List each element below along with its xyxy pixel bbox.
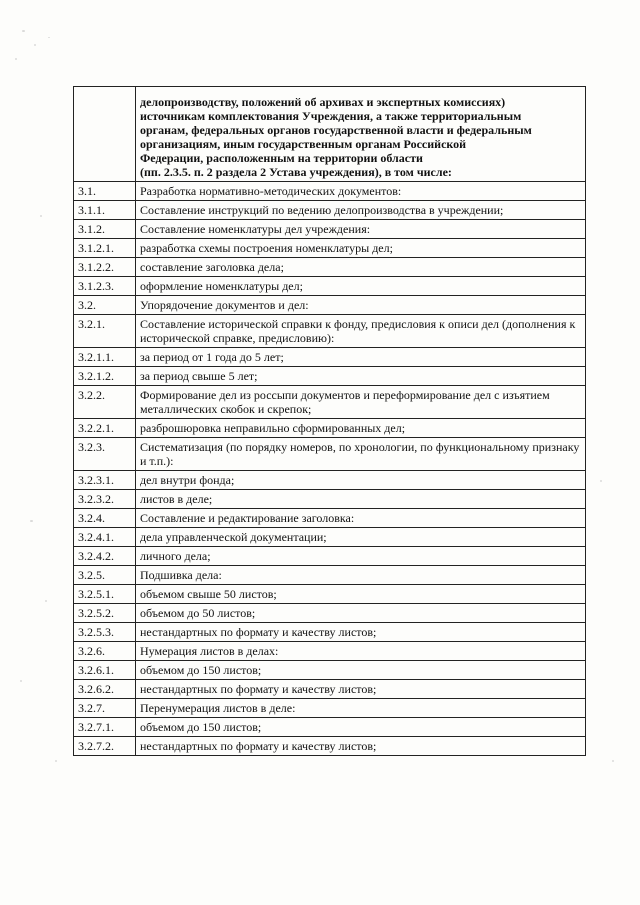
row-number: 3.1.2.3. <box>74 277 136 296</box>
row-number: 3.2.4. <box>74 509 136 528</box>
row-description: нестандартных по формату и качеству листов; <box>136 680 586 699</box>
row-description: за период от 1 года до 5 лет; <box>136 348 586 367</box>
scan-speck <box>55 760 57 762</box>
row-number: 3.1.2. <box>74 220 136 239</box>
table-row <box>74 699 586 718</box>
services-table-body <box>74 87 586 756</box>
table-row <box>74 277 586 296</box>
table-row <box>74 296 586 315</box>
row-description: Разработка нормативно-методических документов: <box>136 182 586 201</box>
table-row <box>74 471 586 490</box>
table-row <box>74 239 586 258</box>
table-row <box>74 201 586 220</box>
scan-speck <box>40 215 42 217</box>
row-number: 3.1.2.1. <box>74 239 136 258</box>
table-row <box>74 604 586 623</box>
table-row <box>74 661 586 680</box>
table-row <box>74 386 586 419</box>
row-description: нестандартных по формату и качеству листов; <box>136 737 586 756</box>
table-row-header-continuation <box>74 87 586 182</box>
row-number: 3.2.4.2. <box>74 547 136 566</box>
table-row <box>74 258 586 277</box>
scan-speck <box>34 44 36 46</box>
row-number: 3.2.3. <box>74 438 136 471</box>
row-description: листов в деле; <box>136 490 586 509</box>
row-description: объемом до 150 листов; <box>136 661 586 680</box>
row-description: Систематизация (по порядку номеров, по хронологии, по функциональному признаку и т.п.): <box>136 438 586 471</box>
row-number: 3.2.3.2. <box>74 490 136 509</box>
table-row <box>74 623 586 642</box>
row-description: объемом до 50 листов; <box>136 604 586 623</box>
table-row <box>74 566 586 585</box>
row-description: объемом до 150 листов; <box>136 718 586 737</box>
row-number: 3.2.1.2. <box>74 367 136 386</box>
row-number <box>74 87 136 182</box>
row-number: 3.2.1.1. <box>74 348 136 367</box>
row-number: 3.2.7.1. <box>74 718 136 737</box>
row-number: 3.2.7.2. <box>74 737 136 756</box>
scan-speck <box>22 30 25 32</box>
row-number: 3.2.3.1. <box>74 471 136 490</box>
row-number: 3.2.5.3. <box>74 623 136 642</box>
row-description: объемом свыше 50 листов; <box>136 585 586 604</box>
row-description: за период свыше 5 лет; <box>136 367 586 386</box>
scan-speck <box>20 680 22 682</box>
row-description: Составление инструкций по ведению делопроизводства в учреждении; <box>136 201 586 220</box>
row-description: разработка схемы построения номенклатуры дел; <box>136 239 586 258</box>
table-row <box>74 182 586 201</box>
table-row <box>74 348 586 367</box>
row-number: 3.2.5. <box>74 566 136 585</box>
table-row <box>74 585 586 604</box>
table-row <box>74 220 586 239</box>
services-table <box>73 86 586 756</box>
row-number: 3.1.2.2. <box>74 258 136 277</box>
table-row <box>74 438 586 471</box>
row-description: дел внутри фонда; <box>136 471 586 490</box>
table-row <box>74 547 586 566</box>
row-description: Формирование дел из россыпи документов и переформирование дел с изъятием металлических скобок и скрепок; <box>136 386 586 419</box>
row-number: 3.2.7. <box>74 699 136 718</box>
row-description: нестандартных по формату и качеству листов; <box>136 623 586 642</box>
table-row <box>74 419 586 438</box>
row-number: 3.2. <box>74 296 136 315</box>
text-line: органам, федеральных органов государственной власти и федеральным <box>140 123 532 137</box>
table-row <box>74 680 586 699</box>
table-row <box>74 642 586 661</box>
row-description: личного дела; <box>136 547 586 566</box>
table-row <box>74 490 586 509</box>
row-number: 3.1.1. <box>74 201 136 220</box>
row-description: Составление номенклатуры дел учреждения: <box>136 220 586 239</box>
row-number: 3.2.4.1. <box>74 528 136 547</box>
row-description: оформление номенклатуры дел; <box>136 277 586 296</box>
row-description: разброшюровка неправильно сформированных дел; <box>136 419 586 438</box>
table-row <box>74 315 586 348</box>
scan-speck <box>30 520 33 522</box>
text-line: делопроизводству, положений об архивах и экспертных комиссиях) <box>140 95 506 109</box>
row-description: Составление и редактирование заголовка: <box>136 509 586 528</box>
text-line: Федерации, расположенным на территории области <box>140 151 423 165</box>
text-line: (пп. 2.3.5. п. 2 раздела 2 Устава учреждения), в том числе: <box>140 165 452 179</box>
row-number: 3.2.2. <box>74 386 136 419</box>
table-row <box>74 367 586 386</box>
row-number: 3.2.6.2. <box>74 680 136 699</box>
row-number: 3.2.5.2. <box>74 604 136 623</box>
scan-speck <box>45 600 47 602</box>
row-number: 3.1. <box>74 182 136 201</box>
row-description: Перенумерация листов в деле: <box>136 699 586 718</box>
scan-speck <box>48 37 50 38</box>
scan-speck <box>612 760 614 762</box>
row-number: 3.2.1. <box>74 315 136 348</box>
row-number: 3.2.5.1. <box>74 585 136 604</box>
row-description: составление заголовка дела; <box>136 258 586 277</box>
table-row <box>74 737 586 756</box>
row-description: Упорядочение документов и дел: <box>136 296 586 315</box>
row-number: 3.2.2.1. <box>74 419 136 438</box>
text-line: источникам комплектования Учреждения, а также территориальным <box>140 109 522 123</box>
row-description: Нумерация листов в делах: <box>136 642 586 661</box>
scan-speck <box>600 480 602 482</box>
table-row <box>74 528 586 547</box>
text-line: организациям, иным государственным органам Российской <box>140 137 467 151</box>
row-description: Составление исторической справки к фонду, предисловия к описи дел (дополнения к исторической справке, предисловию): <box>136 315 586 348</box>
row-number: 3.2.6.1. <box>74 661 136 680</box>
table-row <box>74 509 586 528</box>
scan-speck <box>15 58 17 60</box>
row-description: Подшивка дела: <box>136 566 586 585</box>
row-description <box>136 87 586 182</box>
table-row <box>74 718 586 737</box>
row-number: 3.2.6. <box>74 642 136 661</box>
row-description: дела управленческой документации; <box>136 528 586 547</box>
